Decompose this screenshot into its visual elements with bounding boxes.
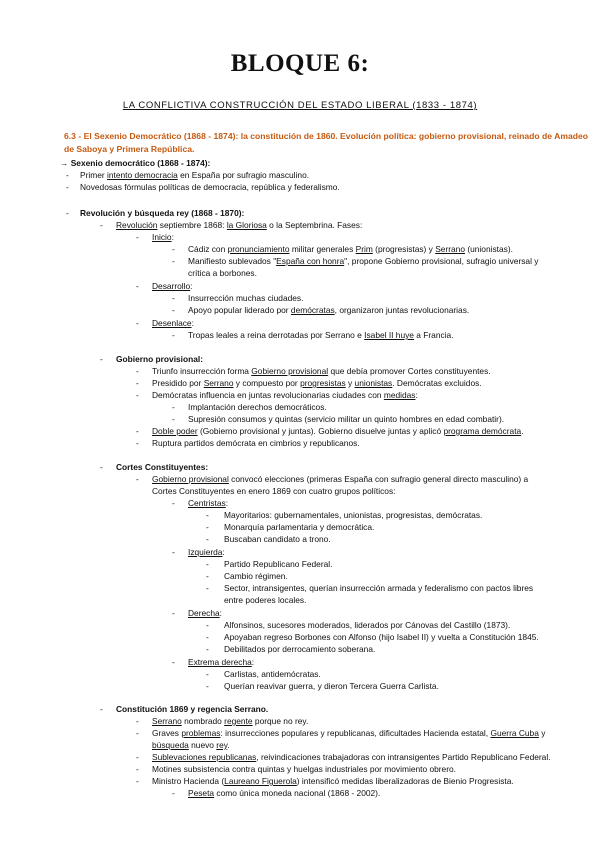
- dash: -: [136, 232, 139, 242]
- extrema-item-2: Querían reavivar guerra, y dieron Tercera Guerra Carlista.: [224, 681, 439, 691]
- arrow-heading: → Sexenio democrático (1868 - 1874):: [60, 158, 211, 168]
- intro-item-1: Primer intento democracia en España por sufragio masculino.: [80, 170, 310, 180]
- dash: -: [136, 366, 139, 376]
- dash: -: [100, 704, 103, 714]
- dash: -: [206, 571, 209, 581]
- dash: -: [66, 170, 69, 180]
- constitucion-item-3: Sublevaciones republicanas, reivindicaciones trabajadoras con intransigentes Partido Republicano Federal.: [152, 752, 551, 762]
- izquierda-item-2: Cambio régimen.: [224, 571, 288, 581]
- page-title: BLOQUE 6:: [230, 50, 370, 77]
- dash: -: [206, 669, 209, 679]
- derecha-item-1: Alfonsinos, sucesores moderados, liderados por Cánovas del Castillo (1873).: [224, 620, 511, 630]
- dash: -: [136, 728, 139, 738]
- dash: -: [172, 293, 175, 303]
- gobierno-item-5: Ruptura partidos demócrata en cimbrios y republicanos.: [152, 438, 360, 448]
- dash: -: [100, 354, 103, 364]
- constitucion-heading: Constitución 1869 y regencia Serrano.: [116, 704, 269, 714]
- dash: -: [172, 608, 175, 618]
- dash: -: [172, 657, 175, 667]
- inicio-label: Inicio:: [152, 232, 174, 242]
- dash: -: [136, 474, 139, 484]
- dash: -: [136, 426, 139, 436]
- dash: -: [206, 583, 209, 593]
- dash: -: [136, 378, 139, 388]
- dash: -: [136, 752, 139, 762]
- desarrollo-item-1: Insurrección muchas ciudades.: [188, 293, 304, 303]
- dash: -: [206, 644, 209, 654]
- constitucion-item-4: Motines subsistencia contra quintas y huelgas industriales por movimiento obrero.: [152, 764, 456, 774]
- dash: -: [206, 632, 209, 642]
- cortes-heading: Cortes Constituyentes:: [116, 462, 209, 472]
- intro-item-2: Novedosas fórmulas políticas de democracia, república y federalismo.: [80, 182, 340, 192]
- extrema-label: Extrema derecha:: [188, 657, 255, 667]
- derecha-item-3: Debilitados por derrocamiento soberana.: [224, 644, 376, 654]
- izquierda-item-3: Sector, intransigentes, querían insurrección armada y federalismo con pactos libres: [224, 583, 534, 593]
- dash: -: [172, 547, 175, 557]
- cortes-intro-2: Cortes Constituyentes en enero 1869 con cuatro grupos políticos:: [152, 486, 396, 496]
- dash: -: [136, 390, 139, 400]
- dash: -: [172, 498, 175, 508]
- desarrollo-item-2: Apoyo popular liderado por demócratas, organizaron juntas revolucionarias.: [188, 305, 470, 315]
- inicio-item-1: Cádiz con pronunciamiento militar generales Prim (progresistas) y Serrano (unionistas).: [188, 244, 513, 254]
- dash: -: [136, 764, 139, 774]
- centristas-item-3: Buscaban candidato a trono.: [224, 534, 331, 544]
- cortes-intro-1: Gobierno provisional convocó elecciones (primeras España con sufragio general directo masculino) a: [152, 474, 529, 484]
- izquierda-item-3-cont: entre poderes locales.: [224, 595, 307, 605]
- desenlace-label: Desenlace:: [152, 318, 194, 328]
- gobierno-subitem-2: Supresión consumos y quintas (servicio militar un quinto hombres en edad combatir).: [188, 414, 505, 424]
- dash: -: [206, 681, 209, 691]
- revolucion-line: Revolución septiembre 1868: la Gloriosa o la Septembrina. Fases:: [116, 220, 363, 230]
- inicio-item-2-cont: crítica a borbones.: [188, 268, 257, 278]
- constitucion-item-2: Graves problemas: insurrecciones populares y republicanas, dificultades Hacienda estatal, Guerra Cuba y: [152, 728, 546, 738]
- gobierno-item-4: Doble poder (Gobierno provisional y juntas). Gobierno disuelve juntas y aplicó programa demócrata.: [152, 426, 524, 436]
- dash: -: [136, 438, 139, 448]
- constitucion-item-5: Ministro Hacienda (Laureano Figuerola) intensificó medidas liberalizadoras de Bienio Progresista.: [152, 776, 514, 786]
- constitucion-item-2-cont: búsqueda nuevo rey.: [152, 740, 230, 750]
- dash: -: [172, 305, 175, 315]
- derecha-label: Derecha:: [188, 608, 222, 618]
- dash: -: [100, 220, 103, 230]
- gobierno-heading: Gobierno provisional:: [116, 354, 204, 364]
- gobierno-item-3: Demócratas influencia en juntas revolucionarias ciudades con medidas:: [152, 390, 418, 400]
- constitucion-item-1: Serrano nombrado regente porque no rey.: [152, 716, 309, 726]
- dash: -: [172, 788, 175, 798]
- gobierno-item-2: Presidido por Serrano y compuesto por progresistas y unionistas. Demócratas excluidos.: [152, 378, 482, 388]
- centristas-label: Centristas:: [188, 498, 229, 508]
- dash: -: [136, 318, 139, 328]
- extrema-item-1: Carlistas, antidemócratas.: [224, 669, 321, 679]
- dash: -: [172, 256, 175, 266]
- derecha-item-2: Apoyaban regreso Borbones con Alfonso (hijo Isabel II) y vuelta a Constitución 1845.: [224, 632, 539, 642]
- page-subtitle: LA CONFLICTIVA CONSTRUCCIÓN DEL ESTADO LIBERAL (1833 - 1874): [122, 100, 478, 111]
- gobierno-item-1: Triunfo insurrección forma Gobierno provisional que debía promover Cortes constituyentes.: [152, 366, 491, 376]
- revolucion-heading: Revolución y búsqueda rey (1868 - 1870):: [80, 208, 245, 218]
- dash: -: [206, 510, 209, 520]
- izquierda-item-1: Partido Republicano Federal.: [224, 559, 333, 569]
- dash: -: [136, 281, 139, 291]
- dash: -: [100, 462, 103, 472]
- izquierda-label: Izquierda:: [188, 547, 225, 557]
- desenlace-item-1: Tropas leales a reina derrotadas por Serrano e Isabel II huye a Francia.: [188, 330, 454, 340]
- desarrollo-label: Desarrollo:: [152, 281, 193, 291]
- dash: -: [172, 402, 175, 412]
- dash: -: [172, 330, 175, 340]
- dash: -: [66, 208, 69, 218]
- constitucion-subitem-1: Peseta como única moneda nacional (1868 - 2002).: [188, 788, 381, 798]
- dash: -: [136, 776, 139, 786]
- dash: -: [172, 244, 175, 254]
- inicio-item-2: Manifiesto sublevados "España con honra", propone Gobierno provisional, sufragio universal y: [188, 256, 539, 266]
- dash: -: [206, 522, 209, 532]
- dash: -: [136, 716, 139, 726]
- centristas-item-2: Monarquía parlamentaria y democrática.: [224, 522, 375, 532]
- dash: -: [66, 182, 69, 192]
- dash: -: [206, 559, 209, 569]
- dash: -: [206, 620, 209, 630]
- centristas-item-1: Mayoritarios: gubernamentales, unionistas, progresistas, demócratas.: [224, 510, 483, 520]
- dash: -: [172, 414, 175, 424]
- gobierno-subitem-1: Implantación derechos democráticos.: [188, 402, 327, 412]
- dash: -: [206, 534, 209, 544]
- section-heading: 6.3 - El Sexenio Democrático (1868 - 1874): la constitución de 1860. Evolución política: gobierno provisional, reinado de Amadeo de Saboya y Primera República.: [64, 131, 589, 154]
